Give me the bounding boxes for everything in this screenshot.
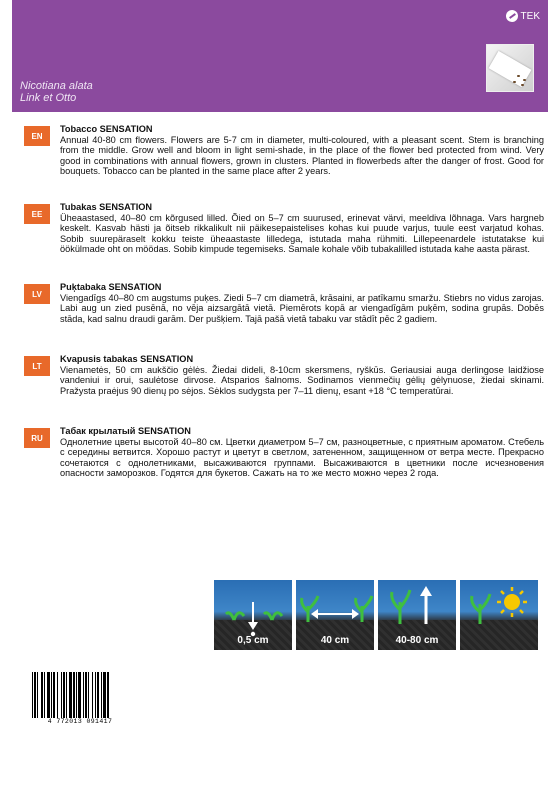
section-body: Üheaastased, 40–80 cm kõrgused lilled. Õied on 5–7 cm suurused, erinevat värvi, meeldiva lõhnaga. Vars hargneb keskelt. Kasvab hästi ja õitseb rikkalikult nii päikesepaistelises kohas kui puude varjus, tuule eest varjatud kohas. Sobib suurepäraselt kokku teiste üheaastaste lilledega, istutada maha rühmiti. Lillepeenardele istutatakse kui öökülmade oht on möödas. Sobib kimpude tegemiseks. Samale kohale võib tubakalilled istutada kahe aasta pärast.	[60, 212, 544, 255]
brand-name: TEK	[520, 10, 540, 22]
section-text	[60, 202, 544, 255]
section-title: Tobacco SENSATION	[60, 124, 153, 134]
latin-name-line2: Link et Otto	[20, 92, 77, 104]
section-body: Однолетние цветы высотой 40–80 см. Цветки диаметром 5–7 см, разноцветные, с приятным ароматом. Стебель с середины ветвится. Хорошо растут и цветут в светлом, затененном, защищенном от ветра месте. Прекрасно сочетаются с однолетниками, высаживаются группами. Высаживаются в цветники после исчезновения опасности заморозков. Годятся для букетов. Сажать на то же место можно через 2 года.	[60, 436, 544, 479]
section-body: Annual 40-80 cm flowers. Flowers are 5-7 cm in diameter, multi-coloured, with a pleasant scent. Stem is branching from the middle. Grow well and bloom in light semi-shade, in the place of the flower bed protected from wind. Very good in combinations with annual flowers, grown in clusters. Planted in flowerbeds after the danger of frost. Good for bouquets. Tobacco can be planted in the same place after 2 years.	[60, 134, 544, 177]
section-title: Puķtabaka SENSATION	[60, 282, 162, 292]
sun-icon	[460, 580, 538, 650]
seed-depth-icon	[214, 580, 292, 650]
brand-logo	[506, 10, 540, 22]
section-title: Табак крылатый SENSATION	[60, 426, 191, 436]
growing-icons	[214, 580, 538, 650]
lang-badge: LV	[24, 284, 50, 304]
section-body: Viengadīgs 40–80 cm augstums puķes. Ziedi 5–7 cm diametrā, krāsaini, ar patīkamu smaržu. Stiebrs no vidus zarojas. Labi aug un zied pusēnā, no vēja aizsargātā vietā. Piemērots kopā ar viengadīgām puķēm, sodina grupās. Dobēs stāda, kad salnu draudi garām. Der pušķiem. Tajā pašā vietā tabaku var stādīt pēc 2 gadiem.	[60, 292, 544, 324]
barcode-number: 4 772013 091417	[47, 718, 113, 725]
barcode	[30, 672, 130, 726]
plant-height-icon	[378, 580, 456, 650]
section-text	[60, 282, 544, 324]
leaf-icon	[506, 10, 518, 22]
section-text	[60, 426, 544, 479]
icon-label: 0,5 cm	[237, 635, 269, 646]
section-text	[60, 124, 544, 177]
lang-badge: RU	[24, 428, 50, 448]
barcode-icon	[30, 672, 130, 718]
lang-badge: EN	[24, 126, 50, 146]
section-text	[60, 354, 544, 396]
lang-badge: LT	[24, 356, 50, 376]
section-body: Vienametės, 50 cm aukščio gėlės. Žiedai dideli, 8-10cm skersmens, ryškūs. Geriausiai auga derlingose laidžiose vandeniui ir orui, saulėtose dirvose. Atsparios šalnoms. Sodinamos vienmečių gėlių gėlynuose, žiedai skinami. Pražysta praėjus 90 dienų po sėjos. Sėklos sudygsta per 7–11 dienų, esant +18 °C temperatūrai.	[60, 364, 544, 396]
header-band	[12, 0, 548, 112]
lang-badge: EE	[24, 204, 50, 224]
seed-photo-icon	[486, 44, 534, 92]
section-title: Kvapusis tabakas SENSATION	[60, 354, 194, 364]
plant-spacing-icon	[296, 580, 374, 650]
latin-name-line1: Nicotiana alata	[20, 80, 93, 92]
icon-label: 40-80 cm	[395, 635, 439, 646]
section-title: Tubakas SENSATION	[60, 202, 153, 212]
icon-label: 40 cm	[320, 635, 350, 646]
latin-name	[20, 80, 93, 104]
